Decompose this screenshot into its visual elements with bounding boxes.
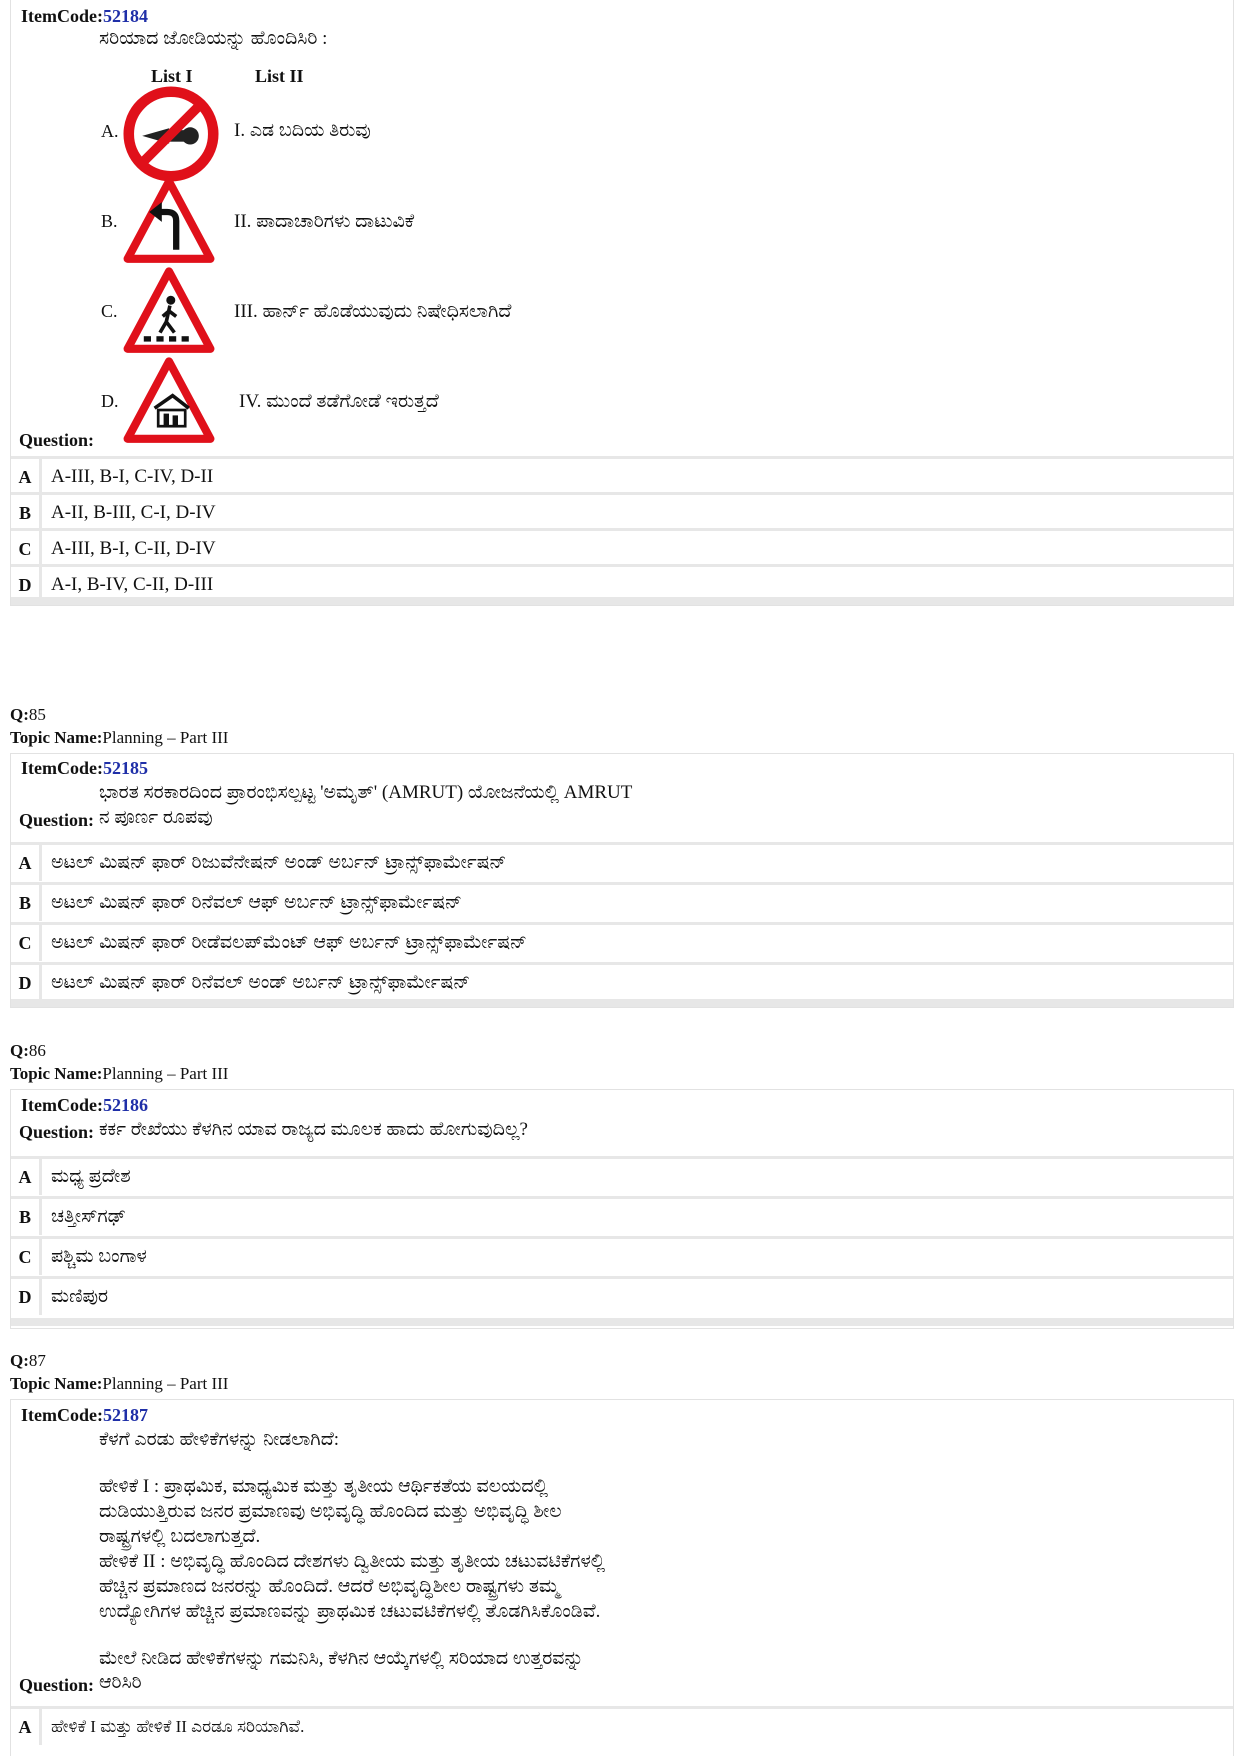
list-ii-item-3: III. ಹಾರ್ನ್ ಹೊಡೆಯುವುದು ನಿಷೇಧಿಸಲಾಗಿದೆ (234, 301, 512, 322)
statement-intro: ಕೆಳಗೆ ಎರಡು ಹೇಳಿಕೆಗಳನ್ನು ನೀಡಲಾಗಿದೆ: (99, 1429, 340, 1450)
option-text: ಅಟಲ್ ಮಿಷನ್ ಫಾರ್ ರಿಜುವೆನೇಷನ್ ಅಂಡ್ ಅರ್ಬನ್ ಟ್ರಾನ್ಸ್‌ಫಾರ್ಮೇಷನ್ (51, 852, 507, 873)
item-code-label: ItemCode: (21, 6, 103, 26)
question-label: Question: (19, 430, 95, 450)
topic-name: Planning – Part III (102, 1064, 229, 1083)
item-code-label: ItemCode: (21, 1095, 103, 1115)
option-text: ಚತ್ತೀಸ್‌ಗಢ್ (51, 1206, 126, 1227)
topic-line (10, 1063, 228, 1085)
option-d[interactable] (11, 962, 1233, 1001)
match-instruction: ಸರಿಯಾದ ಜೋಡಿಯನ್ನು ಹೊಂದಿಸಿರಿ : (99, 28, 328, 49)
list-i-header: List I (151, 66, 193, 86)
option-a[interactable] (11, 842, 1233, 881)
option-key: C (11, 925, 42, 961)
list-ii-item-1: I. ಎಡ ಬದಿಯ ತಿರುವು (234, 120, 371, 141)
q-number: 85 (28, 705, 46, 724)
option-key: D (11, 567, 42, 603)
item-code: 52187 (102, 1405, 148, 1425)
item-code-label: ItemCode: (21, 758, 103, 778)
item-code: 52184 (102, 6, 148, 26)
option-key: B (11, 885, 42, 921)
option-a[interactable] (11, 1706, 1233, 1745)
q-label: Q: (10, 1351, 29, 1370)
topic-label: Topic Name: (10, 1064, 103, 1083)
list-ii-item-4: IV. ಮುಂದೆ ತಡೆಗೋಡೆ ಇರುತ್ತದೆ (239, 391, 439, 412)
question-number (10, 704, 46, 726)
option-b[interactable] (11, 882, 1233, 921)
option-key: A (11, 845, 42, 881)
option-key: B (11, 495, 42, 531)
option-text: ಅಟಲ್ ಮಿಷನ್ ಫಾರ್ ರಿನೆವಲ್ ಆಫ್ ಅರ್ಬನ್ ಟ್ರಾನ್ಸ್‌ಫಾರ್ಮೇಷನ್ (51, 892, 462, 913)
item-code-line (21, 758, 148, 779)
statement-2-line-2: ಹೆಚ್ಚಿನ ಪ್ರಮಾಣದ ಜನರನ್ನು ಹೊಂದಿದೆ. ಆದರೆ ಅಭಿವೃದ್ಧಿಶೀಲ ರಾಷ್ಟ್ರಗಳು ತಮ್ಮ (99, 1576, 560, 1597)
item-code-line (21, 1405, 148, 1426)
option-c[interactable] (11, 528, 1233, 567)
statement-1-line-2: ದುಡಿಯುತ್ತಿರುವ ಜನರ ಪ್ರಮಾಣವು ಅಭಿವೃದ್ಧಿ ಹೊಂದಿದ ಮತ್ತು ಅಭಿವೃದ್ಧಿ ಶೀಲ (99, 1501, 562, 1522)
item-code: 52186 (102, 1095, 148, 1115)
pedestrian-crossing-sign-icon (119, 266, 219, 356)
option-text: ಮಣಿಪುರ (51, 1286, 109, 1307)
option-text: ಮಧ್ಯ ಪ್ರದೇಶ (51, 1166, 131, 1187)
card-bottom-bar (11, 597, 1233, 605)
question-text: ಕರ್ಕ ರೇಖೆಯು ಕೆಳಗಿನ ಯಾವ ರಾಜ್ಯದ ಮೂಲಕ ಹಾದು ಹೋಗುವುದಿಲ್ಲ? (99, 1119, 528, 1140)
card-bottom-bar (11, 999, 1233, 1007)
option-key: D (11, 965, 42, 1001)
row-letter-b: B. (101, 211, 118, 231)
statement-2-line-1: ಹೇಳಿಕೆ II : ಅಭಿವೃದ್ಧಿ ಹೊಂದಿದ ದೇಶಗಳು ದ್ವಿತೀಯ ಮತ್ತು ತೃತೀಯ ಚಟುವಟಿಕೆಗಳಲ್ಲಿ (99, 1551, 606, 1572)
option-text: ಹೇಳಿಕೆ I ಮತ್ತು ಹೇಳಿಕೆ II ಎರಡೂ ಸರಿಯಾಗಿವೆ. (51, 1717, 305, 1736)
item-code: 52185 (102, 758, 148, 778)
topic-label: Topic Name: (10, 728, 103, 747)
q-number: 87 (28, 1351, 46, 1370)
option-key: C (11, 1239, 42, 1275)
option-key: C (11, 531, 42, 567)
left-turn-sign-icon (119, 176, 219, 266)
item-code-line (21, 1095, 148, 1116)
row-letter-c: C. (101, 301, 118, 321)
option-b[interactable] (11, 492, 1233, 531)
option-text: ಅಟಲ್ ಮಿಷನ್ ಫಾರ್ ರೀಡೆವಲಪ್‌ಮೆಂಟ್ ಆಫ್ ಅರ್ಬನ್ ಟ್ರಾನ್ಸ್‌ಫಾರ್ಮೇಷನ್ (51, 932, 527, 953)
question-label: Question: (19, 1122, 95, 1142)
row-letter-a: A. (101, 121, 119, 141)
item-code-label: ItemCode: (21, 1405, 103, 1425)
statement-1-line-3: ರಾಷ್ಟ್ರಗಳಲ್ಲಿ ಬದಲಾಗುತ್ತದೆ. (99, 1526, 261, 1547)
question-label: Question: (19, 810, 95, 830)
statement-2-line-3: ಉದ್ಯೋಗಿಗಳ ಹೆಚ್ಚಿನ ಪ್ರಮಾಣವನ್ನು ಪ್ರಾಥಮಿಕ ಚಟುವಟಿಕೆಗಳಲ್ಲಿ ತೊಡಗಿಸಿಕೊಂಡಿವೆ. (99, 1601, 601, 1622)
topic-line (10, 727, 228, 749)
closing-line-1: ಮೇಲೆ ನೀಡಿದ ಹೇಳಿಕೆಗಳನ್ನು ಗಮನಿಸಿ, ಕೆಳಗಿನ ಆಯ್ಕೆಗಳಲ್ಲಿ ಸರಿಯಾದ ಉತ್ತರವನ್ನು (99, 1648, 584, 1669)
topic-name: Planning – Part III (102, 728, 229, 747)
option-key: D (11, 1279, 42, 1315)
option-text: ಅಟಲ್ ಮಿಷನ್ ಫಾರ್ ರಿನೆವಲ್ ಅಂಡ್ ಅರ್ಬನ್ ಟ್ರಾನ್ಸ್‌ಫಾರ್ಮೇಷನ್ (51, 972, 471, 993)
item-code-line (21, 6, 148, 27)
option-c[interactable] (11, 1236, 1233, 1275)
question-card-87 (10, 1399, 1234, 1756)
option-text: ಪಶ್ಚಿಮ ಬಂಗಾಳ (51, 1246, 147, 1267)
card-bottom-bar (11, 1318, 1233, 1326)
no-horn-sign-icon (123, 86, 219, 182)
option-a[interactable] (11, 1156, 1233, 1195)
option-b[interactable] (11, 1196, 1233, 1235)
option-key: A (11, 459, 42, 495)
school-ahead-sign-icon (119, 356, 219, 446)
question-card-86 (10, 1089, 1234, 1329)
option-text: A-I, B-IV, C-II, D-III (51, 574, 214, 595)
q-number: 86 (28, 1041, 46, 1060)
option-key: A (11, 1159, 42, 1195)
topic-label: Topic Name: (10, 1374, 103, 1393)
option-c[interactable] (11, 922, 1233, 961)
option-a[interactable] (11, 456, 1233, 495)
option-text: A-III, B-I, C-IV, D-II (51, 466, 214, 487)
option-key: A (11, 1709, 42, 1745)
topic-name: Planning – Part III (102, 1374, 229, 1393)
row-letter-d: D. (101, 391, 119, 411)
statement-1-line-1: ಹೇಳಿಕೆ I : ಪ್ರಾಥಮಿಕ, ಮಾಧ್ಯಮಿಕ ಮತ್ತು ತೃತೀಯ ಆರ್ಥಿಕತೆಯ ವಲಯದಲ್ಲಿ (99, 1476, 548, 1497)
question-card-85 (10, 753, 1234, 1008)
q-label: Q: (10, 705, 29, 724)
question-text-line-1: ಭಾರತ ಸರಕಾರದಿಂದ ಪ್ರಾರಂಭಿಸಲ್ಪಟ್ಟ 'ಅಮೃತ್' (AMRUT) ಯೋಜನೆಯಲ್ಲಿ AMRUT (99, 782, 633, 803)
list-ii-header: List II (255, 66, 304, 86)
option-text: A-III, B-I, C-II, D-IV (51, 538, 216, 559)
list-ii-item-2: II. ಪಾದಾಚಾರಿಗಳು ದಾಟುವಿಕೆ (234, 211, 415, 232)
question-number (10, 1350, 46, 1372)
question-card-84 (10, 0, 1234, 606)
option-key: B (11, 1199, 42, 1235)
q-label: Q: (10, 1041, 29, 1060)
closing-line-2: ಆರಿಸಿರಿ (99, 1672, 142, 1693)
question-label: Question: (19, 1675, 95, 1695)
question-number (10, 1040, 46, 1062)
option-d[interactable] (11, 1276, 1233, 1315)
topic-line (10, 1373, 228, 1395)
option-text: A-II, B-III, C-I, D-IV (51, 502, 216, 523)
question-text-line-2: ನ ಪೂರ್ಣ ರೂಪವು (99, 807, 213, 828)
